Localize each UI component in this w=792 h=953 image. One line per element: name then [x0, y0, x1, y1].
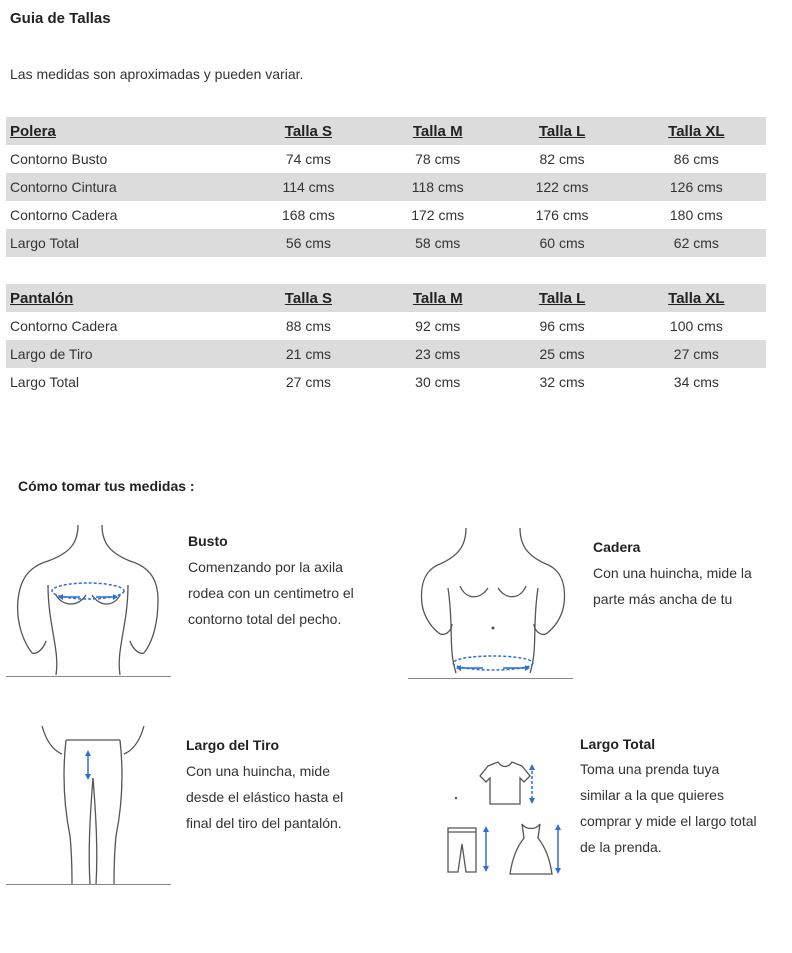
total-line: similar a la que quieres: [580, 787, 724, 803]
rise-measure-figure-icon: [38, 726, 148, 886]
table-row: [6, 229, 766, 257]
table-cell: 96 cms: [539, 318, 585, 334]
table-row: [6, 312, 766, 340]
busto-heading: Busto: [188, 533, 228, 549]
table-cell: Contorno Cintura: [6, 173, 239, 201]
tiro-line: final del tiro del pantalón.: [186, 815, 342, 831]
total-line: Toma una prenda tuya: [580, 761, 720, 777]
table-cell: 118 cms: [378, 173, 497, 201]
pantalon-size-table: [6, 284, 766, 396]
busto-line: Comenzando por la axila: [188, 559, 343, 575]
table-header: Talla L: [497, 117, 626, 145]
table-row: [6, 368, 766, 396]
table-cell: 56 cms: [239, 229, 378, 257]
busto-description: [188, 554, 354, 632]
table-cell: 62 cms: [627, 229, 766, 257]
table-header: Pantalón: [6, 284, 239, 312]
table-cell: 23 cms: [378, 340, 497, 368]
bust-measure-figure-icon: [8, 525, 158, 680]
table-cell: 180 cms: [669, 207, 723, 223]
tiro-line: Con una huincha, mide: [186, 763, 330, 779]
table-header: Talla S: [239, 284, 378, 312]
table-header-row: [6, 284, 766, 312]
page-title: Guia de Tallas: [10, 10, 111, 27]
total-heading: Largo Total: [580, 736, 656, 752]
table-cell: 60 cms: [497, 229, 626, 257]
table-header: Talla XL: [627, 284, 766, 312]
garment-length-figure-icon: [448, 760, 568, 880]
table-row: [6, 173, 766, 201]
tiro-line: desde el elástico hasta el: [186, 789, 344, 805]
table-cell: 34 cms: [673, 374, 719, 390]
cadera-heading: Cadera: [593, 539, 641, 555]
table-cell: 114 cms: [239, 173, 378, 201]
table-header: Talla XL: [627, 117, 766, 145]
figure-baseline: [6, 884, 171, 885]
table-row: [6, 340, 766, 368]
table-cell: Contorno Cadera: [10, 207, 118, 223]
total-description: [580, 756, 757, 860]
table-cell: Contorno Busto: [10, 151, 108, 167]
table-cell: 27 cms: [627, 340, 766, 368]
table-cell: Contorno Cadera: [10, 318, 118, 334]
table-cell: 32 cms: [539, 374, 585, 390]
hip-measure-figure-icon: [418, 528, 568, 678]
cadera-description: [593, 560, 752, 612]
table-header: Polera: [6, 117, 239, 145]
table-cell: 25 cms: [497, 340, 626, 368]
table-header: Talla L: [497, 284, 626, 312]
table-cell: 30 cms: [415, 374, 461, 390]
table-row: [6, 145, 766, 173]
total-line: comprar y mide el largo total: [580, 813, 757, 829]
table-cell: 168 cms: [281, 207, 335, 223]
tiro-description: [186, 758, 343, 836]
table-cell: Largo Total: [6, 229, 239, 257]
polera-size-table: [6, 117, 766, 257]
figure-baseline: [6, 676, 171, 677]
table-cell: 82 cms: [539, 151, 585, 167]
table-row: [6, 201, 766, 229]
table-cell: 176 cms: [535, 207, 589, 223]
cadera-line: Con una huincha, mide la: [593, 565, 752, 581]
table-cell: 58 cms: [378, 229, 497, 257]
table-cell: 100 cms: [669, 318, 723, 334]
total-line: de la prenda.: [580, 839, 662, 855]
table-cell: 27 cms: [285, 374, 331, 390]
table-cell: 126 cms: [627, 173, 766, 201]
table-header: Talla M: [378, 284, 497, 312]
figure-baseline: [408, 678, 573, 679]
table-cell: 86 cms: [673, 151, 719, 167]
tiro-heading: Largo del Tiro: [186, 737, 280, 753]
table-header: Talla S: [239, 117, 378, 145]
table-cell: Largo de Tiro: [6, 340, 239, 368]
table-cell: 74 cms: [285, 151, 331, 167]
table-cell: 92 cms: [415, 318, 461, 334]
table-cell: 78 cms: [415, 151, 461, 167]
table-cell: Largo Total: [10, 374, 80, 390]
table-cell: 172 cms: [411, 207, 465, 223]
table-cell: 122 cms: [497, 173, 626, 201]
table-cell: 88 cms: [285, 318, 331, 334]
busto-line: rodea con un centimetro el: [188, 585, 354, 601]
table-cell: 21 cms: [239, 340, 378, 368]
table-header-row: [6, 117, 766, 145]
cadera-line: parte más ancha de tu: [593, 591, 733, 607]
intro-text: Las medidas son aproximadas y pueden variar.: [10, 66, 304, 82]
busto-line: contorno total del pecho.: [188, 611, 342, 627]
how-to-measure-title: Cómo tomar tus medidas :: [18, 478, 195, 494]
table-header: Talla M: [378, 117, 497, 145]
